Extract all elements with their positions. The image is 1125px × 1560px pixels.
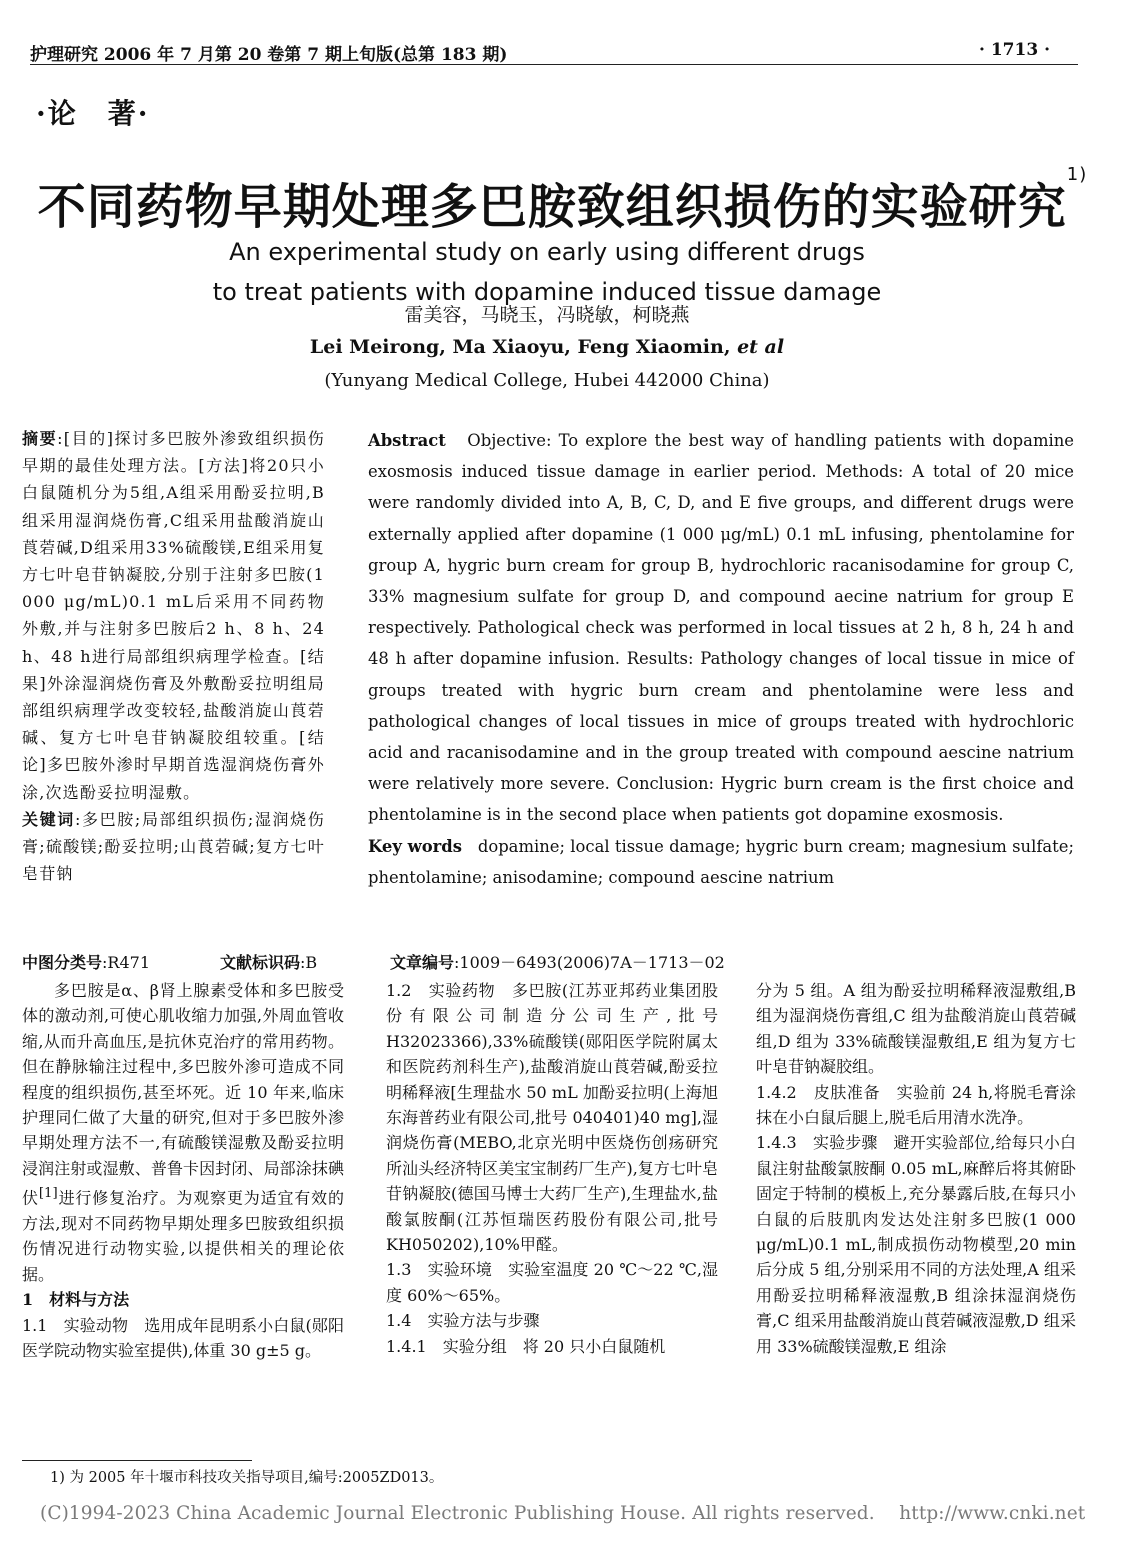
authors-en-names: Lei Meirong, Ma Xiaoyu, Feng Xiaomin, <box>309 336 731 358</box>
journal-info: 护理研究 2006 年 7 月第 20 卷第 7 期上旬版(总第 183 期) <box>30 45 508 65</box>
section-1-4-1-cont: 分为 5 组。A 组为酚妥拉明稀释液湿敷组,B 组为湿润烧伤膏组,C 组为盐酸消旋山莨菪碱组,D 组为 33%硫酸镁湿敷组,E 组为复方七叶皂苷钠凝胶组。 <box>756 981 1076 1077</box>
body-column-1 <box>22 978 344 1363</box>
affiliation: (Yunyang Medical College, Hubei 442000 China) <box>324 370 770 391</box>
section-1-2: 1.2 实验药物 多巴胺(江苏亚邦药业集团股份有限公司制造分公司生产,批号 H32023366),33%硫酸镁(郧阳医学院附属太和医院药剂科生产),盐酸消旋山莨菪碱,酚妥拉明稀释液[生理盐水 50 mL 加酚妥拉明(上海旭东海普药业有限公司,批号 040401)40 mg],湿润烧伤膏(MEBO,北京光明中医烧伤创疡研究所汕头经济特区美宝宝制药厂生产),复方七叶皂苷钠凝胶(德国马博士大药厂生产),生理盐水,盐酸氯胺酮(江苏恒瑞医药股份有限公司,批号 KH050202),10%甲醛。 <box>386 981 718 1255</box>
keywords-en-text: dopamine; local tissue damage; hygric burn cream; magnesium sulfate; phentolamine; anisodamine; compound aescine natrium <box>368 836 1074 887</box>
header-rule <box>30 64 1078 65</box>
citation-ref: [1] <box>38 1186 58 1202</box>
article-number <box>390 950 725 973</box>
abstract-en-text: Objective: To explore the best way of handling patients with dopamine exosmosis induced tissue damage in earlier period. Methods: A total of 20 mice were randomly divided into A, B, C, D, and E five groups, and different drugs were externally applied after dopamine (1 000 μg/mL) 0.1 mL infusing, phentolamine for group A, hygric burn cream for group B, hydrochloric racanisodamine for group C, 33% magnesium sulfate for group D, and compound aecine natrium for group E respectively. Pathological check was performed in local tissues at 2 h, 8 h, 24 h and 48 h after dopamine infusion. Results: Pathology changes of local tissue in mice of groups treated with hygric burn cream and phentolamine were less and pathological changes of local tissues in mice of groups treated with hydrochloric acid and racanisodamine and in the group treated with compound aescine natrium were relatively more severe. Conclusion: Hygric burn cream is the first choice and phentolamine is in the second place when patients got dopamine exosmosis. <box>368 431 1074 825</box>
doc-code-label: 文献标识码 <box>220 953 301 972</box>
intro-post: 进行修复治疗。为观察更为适宜有效的方法,现对不同药物早期处理多巴胺致组织损伤情况进行动物实验,以提供相关的理论依据。 <box>22 1188 344 1284</box>
article-no-label: 文章编号 <box>390 953 455 972</box>
body-column-2 <box>386 978 718 1359</box>
authors-en <box>0 336 1094 358</box>
title-en-line1: An experimental study on early using different drugs <box>229 238 865 266</box>
authors-cn: 雷美容，马晓玉，冯晓敏，柯晓燕 <box>404 304 690 326</box>
section-1-4-2: 1.4.2 皮肤准备 实验前 24 h,将脱毛膏涂抹在小白鼠后腿上,脱毛后用清水洗净。 <box>756 1082 1076 1128</box>
footnote: 1) 为 2005 年十堰市科技攻关指导项目,编号:2005ZD013。 <box>50 1470 444 1486</box>
clc-value: :R471 <box>102 953 150 972</box>
intro-paragraph <box>22 978 344 1287</box>
running-header <box>30 40 1080 65</box>
article-no-value: :1009－6493(2006)7A－1713－02 <box>454 953 725 972</box>
keywords-en-label: Key words <box>368 836 462 856</box>
authors-en-etal: et al <box>737 336 785 358</box>
keywords-cn-label: 关键词 <box>22 809 75 829</box>
section-1-4: 1.4 实验方法与步骤 <box>386 1311 540 1331</box>
doc-code <box>220 950 317 973</box>
clc-code <box>22 950 150 973</box>
footnote-rule <box>22 1460 252 1461</box>
copyright-watermark: (C)1994-2023 China Academic Journal Electronic Publishing House. All rights reserved. http://www.cnki.net <box>40 1503 1086 1524</box>
section-1-heading: 1 材料与方法 <box>22 1290 130 1310</box>
section-1-4-1: 1.4.1 实验分组 将 20 只小白鼠随机 <box>386 1336 666 1356</box>
title-cn-text: 不同药物早期处理多巴胺致组织损伤的实验研究 <box>37 179 1067 235</box>
section-1-4-3: 1.4.3 实验步骤 避开实验部位,给每只小白鼠注射盐酸氯胺酮 0.05 mL,麻醉后将其俯卧固定于特制的模板上,充分暴露后肢,在每只小白鼠的后肢肌肉发达处注射多巴胺(1 000 μg/mL)0.1 mL,制成损伤动物模型,20 min 后分成 5 组,分别采用不同的方法处理,A 组采用酚妥拉明稀释液湿敷,B 组涂抹湿润烧伤膏,C 组采用盐酸消旋山莨菪碱液湿敷,D 组采用 33%硫酸镁湿敷,E 组涂 <box>756 1133 1076 1356</box>
intro-pre: 多巴胺是α、β肾上腺素受体和多巴胺受体的激动剂,可使心肌收缩力加强,外周血管收缩,从而升高血压,是抗休克治疗的常用药物。但在静脉输注过程中,多巴胺外渗可造成不同程度的组织损伤,甚至坏死。近 10 年来,临床护理同仁做了大量的研究,但对于多巴胺外渗早期处理方法不一,有硫酸镁湿敷及酚妥拉明浸润注射或湿敷、普鲁卡因封闭、局部涂抹碘伏 <box>22 981 344 1208</box>
abstract-cn <box>22 425 325 887</box>
title-note-mark: 1) <box>1066 164 1088 185</box>
title-en-line2: to treat patients with dopamine induced tissue damage <box>212 278 882 306</box>
page-number: · 1713 · <box>979 40 1050 60</box>
doc-code-value: :B <box>300 953 318 972</box>
abstract-cn-label: 摘要 <box>22 429 58 448</box>
clc-label: 中图分类号 <box>22 953 103 972</box>
body-column-3 <box>756 978 1076 1359</box>
section-tag: ·论 著· <box>36 97 150 130</box>
section-1-1: 1.1 实验动物 选用成年昆明系小白鼠(郧阳医学院动物实验室提供),体重 30 g±5 g。 <box>22 1315 344 1361</box>
abstract-en <box>368 425 1074 893</box>
title-cn <box>0 164 1125 237</box>
abstract-en-label: Abstract <box>368 431 446 450</box>
abstract-cn-text: :[目的]探讨多巴胺外渗致组织损伤早期的最佳处理方法。[方法]将20只小白鼠随机分为5组,A组采用酚妥拉明,B组采用湿润烧伤膏,C组采用盐酸消旋山莨菪碱,D组采用33%硫酸镁,E组采用复方七叶皂苷钠凝胶,分别于注射多巴胺(1 000 μg/mL)0.1 mL后采用不同药物外敷,并与注射多巴胺后2 h、8 h、24 h、48 h进行局部组织病理学检查。[结果]外涂湿润烧伤膏及外敷酚妥拉明组局部组织病理学改变较轻,盐酸消旋山莨菪碱、复方七叶皂苷钠凝胶组较重。[结论]多巴胺外渗时早期首选湿润烧伤膏外涂,次选酚妥拉明湿敷。 <box>22 429 326 802</box>
keywords-cn-text: :多巴胺;局部组织损伤;湿润烧伤膏;硫酸镁;酚妥拉明;山莨菪碱;复方七叶皂苷钠 <box>22 809 325 884</box>
section-1-3: 1.3 实验环境 实验室温度 20 ℃～22 ℃,湿度 60%～65%。 <box>386 1260 718 1305</box>
